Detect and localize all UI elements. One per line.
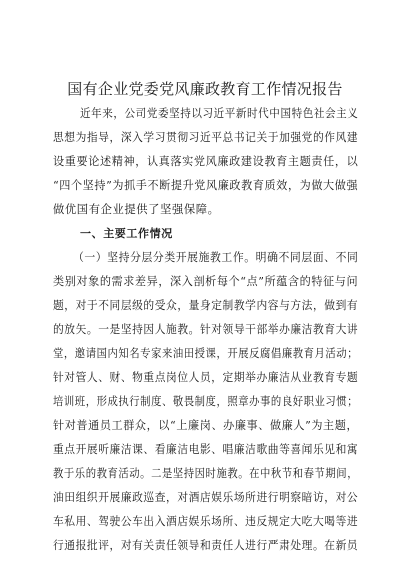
body-line: 题，对于不同层级的受众，量身定制教学内容与方法，做到有 xyxy=(53,299,359,312)
body-line: 培训班，形成执行制度、敬畏制度，照章办事的良好职业习惯； xyxy=(53,395,359,408)
body-line: 车私用、驾驶公车出入酒店娱乐场所、违反规定大吃大喝等进 xyxy=(53,515,359,528)
body-line: 针对普通员工群众，以“上廉岗、办廉事、做廉人”为主题， xyxy=(53,419,359,432)
body-line: （一）坚持分层分类开展施教工作。明确不同层面、不同 xyxy=(73,251,359,264)
document-title: 国有企业党委党风廉政教育工作情况报告 xyxy=(67,80,343,98)
body-line: 思想为指导，深入学习贯彻习近平总书记关于加强党的作风建 xyxy=(53,131,359,144)
body-line: 针对管人、财、物重点岗位人员，定期举办廉洁从业教育专题 xyxy=(53,371,359,384)
body-line: 教于乐的教育活动。二是坚持因时施教。在中秋节和春节期间， xyxy=(53,467,359,480)
body-line: 堂，邀请国内知名专家来油田授课，开展反腐倡廉教育月活动； xyxy=(53,347,359,360)
body-line: 行通报批评，对有关责任领导和责任人进行严肃处理。在新员 xyxy=(53,539,359,552)
body-line: 油田组织开展廉政巡查，对酒店娱乐场所进行明察暗访，对公 xyxy=(53,491,359,504)
body-line: 做优国有企业提供了坚强保障。 xyxy=(53,203,220,216)
body-line: 近年来，公司党委坚持以习近平新时代中国特色社会主义 xyxy=(80,107,359,120)
body-line: “四个坚持”为抓手不断提升党风廉政教育质效，为做大做强 xyxy=(53,179,359,192)
body-line: 类别对象的需求差异，深入剖析每个“点”所蕴含的特征与问 xyxy=(53,275,359,288)
body-line: 的放矢。一是坚持因人施教。针对领导干部举办廉洁教育大讲 xyxy=(53,323,359,336)
body-line: 设重要论述精神，认真落实党风廉政建设教育主题责任，以 xyxy=(53,155,359,168)
body-line: 重点开展听廉洁课、看廉洁电影、唱廉洁歌曲等喜闻乐见和寓 xyxy=(53,443,359,456)
section-heading: 一、主要工作情况 xyxy=(80,227,173,240)
